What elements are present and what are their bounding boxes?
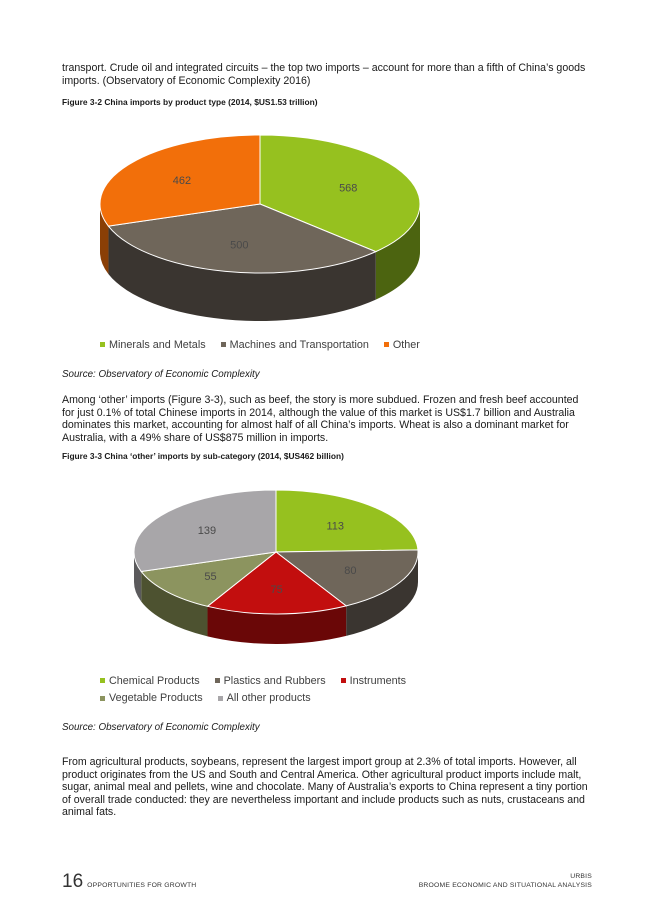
page-number: 16 [62,871,84,892]
china-imports-pie-chart [80,118,440,326]
legend-item-all-other: All other products [218,692,311,704]
footer-right [419,873,592,890]
pie-data-label-2: 75 [270,584,283,597]
footer-doc-title: BROOME ECONOMIC AND SITUATIONAL ANALYSIS [418,881,592,889]
chart1-legend [100,338,432,351]
chart2-legend [100,674,460,704]
pie-data-label-3: 55 [204,570,217,583]
figure-3-3-source: Source: Observatory of Economic Complexity [62,722,260,733]
china-other-imports-pie-chart [120,486,430,656]
legend-item-vegetable: Vegetable Products [100,692,203,704]
legend-item-instruments: Instruments [341,675,406,687]
footer-left [62,871,196,893]
footer-brand: URBIS [570,873,592,880]
intro-paragraph: transport. Crude oil and integrated circuits – the top two imports – account for more than a fifth of China’s goods imports. (Observatory of Economic Complexity 2016) [62,62,586,87]
figure-3-3-caption: Figure 3-3 China ‘other’ imports by sub-category (2014, $US462 billion) [62,451,344,461]
legend-item-chemical: Chemical Products [100,675,200,687]
pie-data-label-4: 139 [197,525,217,538]
legend-item-minerals: Minerals and Metals [100,339,206,351]
legend-item-other: Other [384,339,420,351]
legend-item-plastics: Plastics and Rubbers [215,675,326,687]
pie-data-label-0: 113 [326,520,344,533]
pie-data-label-1: 500 [230,239,249,252]
legend-item-machines: Machines and Transportation [221,339,369,351]
pie-data-label-0: 568 [339,182,358,195]
pie-data-label-1: 80 [344,565,357,578]
pie-data-label-2: 462 [172,174,192,187]
footer-section: OPPORTUNITIES FOR GROWTH [87,882,197,889]
figure-3-2-caption: Figure 3-2 China imports by product type (2014, $US1.53 trillion) [62,97,318,107]
figure-3-2-source: Source: Observatory of Economic Complexity [62,369,260,380]
pie-slice-0 [276,490,418,552]
agricultural-paragraph: From agricultural products, soybeans, represent the largest import group at 2.3% of total imports. However, all product originates from the US and South and Central America. Other agricultural product imports include malt, sugar, animal meal and pellets, wine and chocolate. Many of Australia’s exports to China represent a tiny portion of overall trade conducted: they are nevertheless important and include products such as nuts, crustaceans and animal fats. [62,756,588,819]
other-imports-paragraph: Among ‘other’ imports (Figure 3-3), such as beef, the story is more subdued. Frozen and fresh beef accounted for just 0.1% of total Chinese imports in 2014, although the value of this market is US$1.7 billion and Australia dominates this market, accounting for almost half of all China’s imports. Wheat is also a dominant market for Australia, with a 49% share of US$875 million in imports. [62,394,579,444]
